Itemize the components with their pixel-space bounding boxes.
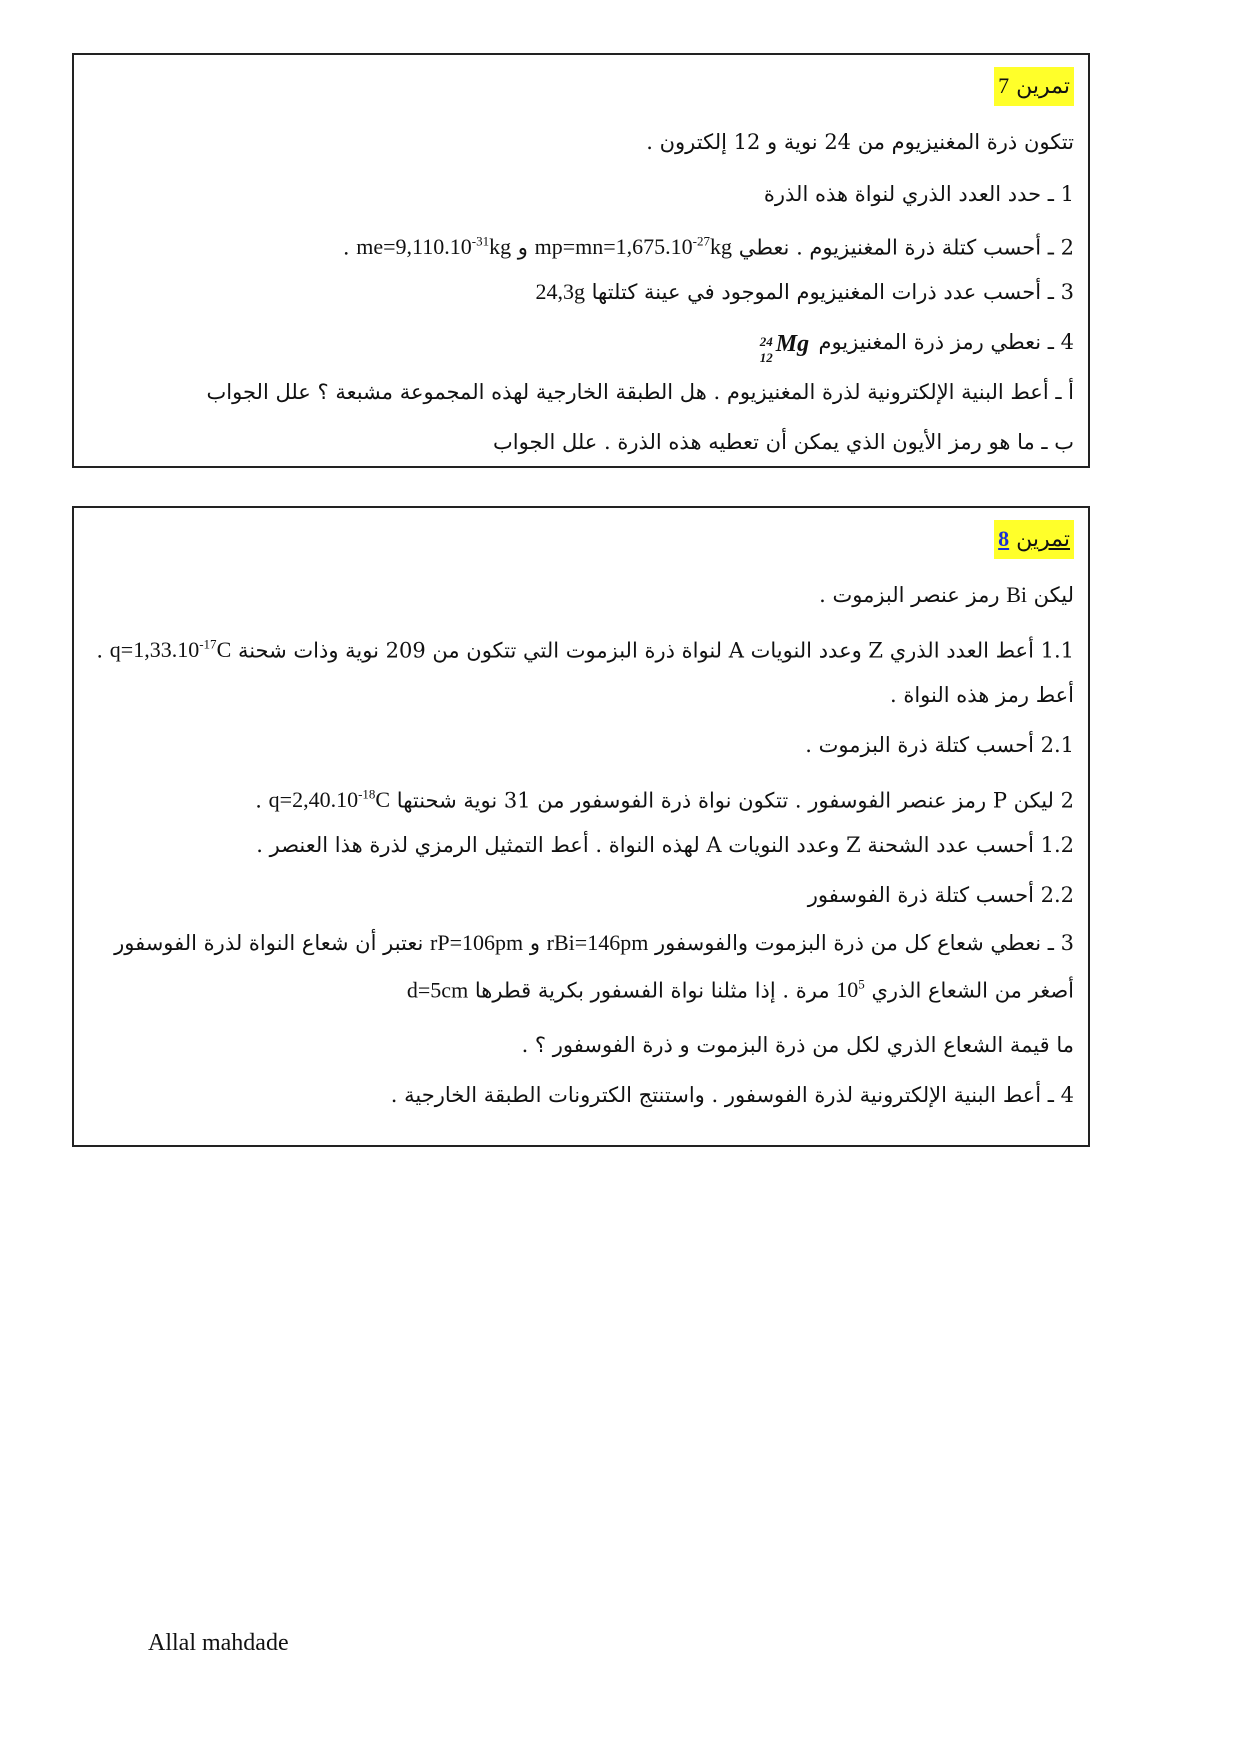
exercise-8-box xyxy=(72,506,1090,1147)
exercise-7-title xyxy=(994,67,1074,106)
exercise-7-question-3: 3 ـ أحسب عدد ذرات المغنيزيوم الموجود في عينة كتلتها 24,3g xyxy=(535,279,1074,304)
exercise-7-question-b: ب ـ ما هو رمز الأيون الذي يمكن أن تعطيه هذه الذرة . علل الجواب xyxy=(493,430,1074,454)
exercise-8-question-1-1: 1.1 أعط العدد الذري Z وعدد النويات A لنواة ذرة البزموت التي تتكون من 209 نوية وذات شحنة $q=1,33.10^{-17}C$ . xyxy=(96,637,1074,663)
bismuth-radius: rBi=146pm xyxy=(546,930,649,955)
exercise-8-title-number: 8 xyxy=(998,526,1010,551)
exercise-8-intro: ليكن Bi رمز عنصر البزموت . xyxy=(819,582,1074,607)
exercise-8-question-3: 3 ـ نعطي شعاع كل من ذرة البزموت والفوسفور rBi=146pm و rP=106pm نعتبر أن شعاع النواة لذرة الفوسفور أصغر من الشعاع الذري $10^5$ مرة . إذا مثلنا نواة الفسفور بكرية قطرها d=5cm xyxy=(114,930,1074,1003)
q2-end: . xyxy=(342,235,350,260)
exercise-8-question-3-ask: ما قيمة الشعاع الذري لكل من ذرة البزموت و ذرة الفوسفور ؟ . xyxy=(521,1033,1074,1057)
exercise-7-question-4: 4 ـ نعطي رمز ذرة المغنيزيوم 24 12 Mg xyxy=(759,330,1074,365)
ratio-power: $10^5$ xyxy=(836,977,865,1003)
bismuth-charge: $q=1,33.10^{-17}C$ xyxy=(109,637,232,663)
phosphorus-radius: rP=106pm xyxy=(430,930,524,955)
exercise-8-question-1-1-b: أعط رمز هذه النواة . xyxy=(889,683,1074,707)
exercise-8-title-label: تمرين xyxy=(1016,527,1070,552)
q3-mass: 24,3g xyxy=(535,279,585,304)
exercise-8-question-4: 4 ـ أعط البنية الإلكترونية لذرة الفوسفور . واستنتج الكترونات الطبقة الخارجية . xyxy=(390,1083,1074,1107)
author-footer: Allal mahdade xyxy=(148,1630,289,1656)
exercise-8-title xyxy=(994,520,1074,559)
exercise-7-question-2 xyxy=(343,227,1074,262)
exercise-7-box xyxy=(72,53,1090,468)
exercise-8-question-2-2: 2.2 أحسب كتلة ذرة الفوسفور xyxy=(807,883,1074,907)
exercise-7-title-number: 7 xyxy=(998,73,1010,98)
exercise-7-title-label: تمرين xyxy=(1016,74,1070,99)
q2-proton-mass: $mp=mn=1,675.10^{-27}kg$ xyxy=(534,234,732,260)
exercise-7-question-1: 1 ـ حدد العدد الذري لنواة هذه الذرة xyxy=(763,182,1074,206)
magnesium-symbol: 24 12 Mg xyxy=(759,330,810,365)
q2-text: 2 ـ أحسب كتلة ذرة المغنيزيوم . نعطي xyxy=(738,235,1074,260)
exercise-8-question-1-2: 2.1 أحسب كتلة ذرة البزموت . xyxy=(805,733,1074,757)
q2-and: و xyxy=(517,235,528,260)
sphere-diameter: d=5cm xyxy=(406,977,469,1003)
exercise-7-intro: تتكون ذرة المغنيزيوم من 24 نوية و 12 إلكترون . xyxy=(646,130,1074,154)
exercise-8-question-2: 2 ليكن P رمز عنصر الفوسفور . تتكون نواة ذرة الفوسفور من 31 نوية شحنتها $q=2,40.10^{-18}C$ . xyxy=(255,787,1074,813)
phosphorus-charge: $q=2,40.10^{-18}C$ xyxy=(268,787,391,813)
exercise-7-question-a: أ ـ أعط البنية الإلكترونية لذرة المغنيزيوم . هل الطبقة الخارجية لهذه المجموعة مشبعة ؟ علل الجواب xyxy=(206,380,1074,404)
q2-electron-mass: $me=9,110.10^{-31}kg$ xyxy=(356,234,512,260)
bismuth-symbol: Bi xyxy=(1006,582,1027,607)
exercise-8-question-2-1: 1.2 أحسب عدد الشحنة Z وعدد النويات A لهذه النواة . أعط التمثيل الرمزي لذرة هذا العنصر . xyxy=(256,833,1074,857)
